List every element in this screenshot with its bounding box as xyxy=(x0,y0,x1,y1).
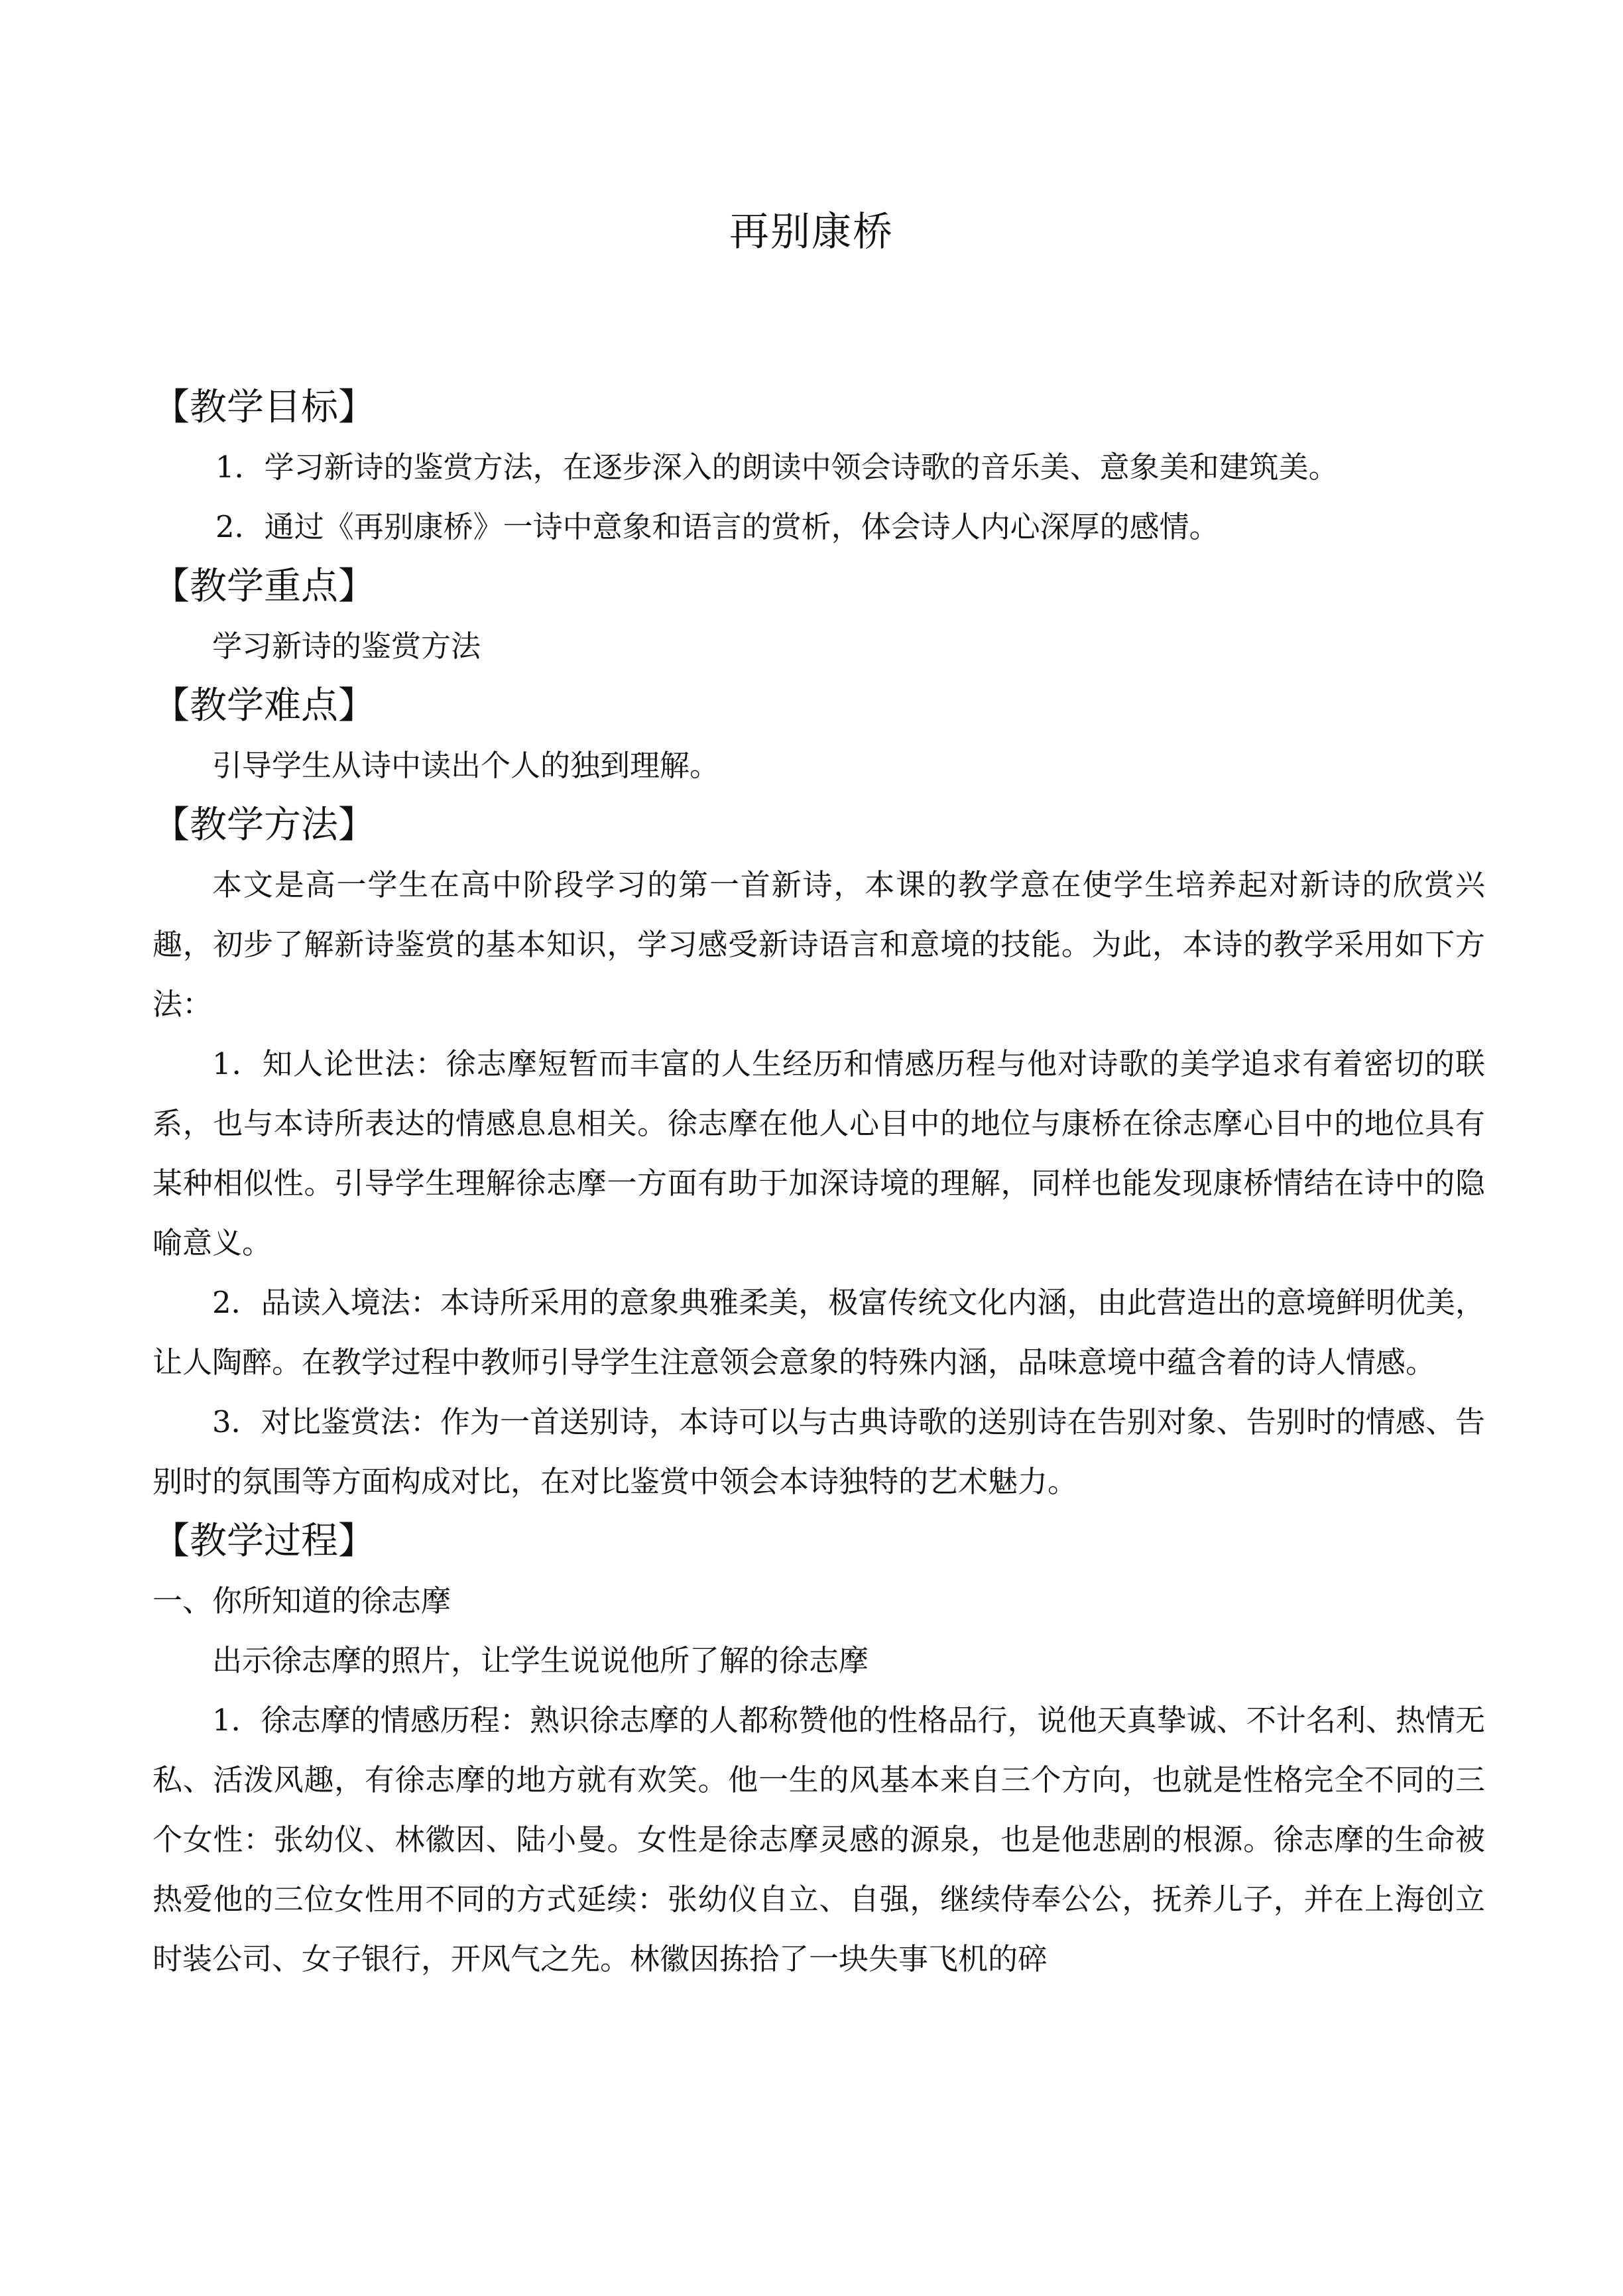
key-points-text: 学习新诗的鉴赏方法 xyxy=(212,629,481,664)
method-item: 2．品读入境法：本诗所采用的意象典雅柔美，极富传统文化内涵，由此营造出的意境鲜明优美，让人陶醉。在教学过程中教师引导学生注意领会意象的特殊内涵，品味意境中蕴含着的诗人情感。 xyxy=(152,1285,1485,1380)
process-prompt: 出示徐志摩的照片，让学生说说他所了解的徐志摩 xyxy=(212,1643,869,1678)
section-heading-methods: 【教学方法】 xyxy=(152,804,375,847)
method-item: 1．知人论世法：徐志摩短暂而丰富的人生经历和情感历程与他对诗歌的美学追求有着密切的联系，也与本诗所表达的情感息息相关。徐志摩在他人心目中的地位与康桥在徐志摩心目中的地位具有某种相似性。引导学生理解徐志摩一方面有助于加深诗境的理解，同样也能发现康桥情结在诗中的隐喻意义。 xyxy=(152,1046,1485,1260)
section-heading-key-points: 【教学重点】 xyxy=(152,565,375,608)
difficulties-text: 引导学生从诗中读出个人的独到理解。 xyxy=(212,748,720,783)
section-heading-process: 【教学过程】 xyxy=(152,1520,375,1563)
objective-item: 2．通过《再别康桥》一诗中意象和语言的赏析，体会诗人内心深厚的感情。 xyxy=(215,509,1219,544)
methods-intro: 本文是高一学生在高中阶段学习的第一首新诗，本课的教学意在使学生培养起对新诗的欣赏兴趣，初步了解新诗鉴赏的基本知识，学习感受新诗语言和意境的技能。为此，本诗的教学采用如下方法： xyxy=(152,867,1485,1022)
section-heading-difficulties: 【教学难点】 xyxy=(152,684,375,727)
objective-item: 1．学习新诗的鉴赏方法，在逐步深入的朗读中领会诗歌的音乐美、意象美和建筑美。 xyxy=(215,450,1339,485)
method-item: 3．对比鉴赏法：作为一首送别诗，本诗可以与古典诗歌的送别诗在告别对象、告别时的情感、告别时的氛围等方面构成对比，在对比鉴赏中领会本诗独特的艺术魅力。 xyxy=(152,1404,1485,1499)
section-heading-objectives: 【教学目标】 xyxy=(152,386,375,429)
document-title: 再别康桥 xyxy=(729,209,894,255)
process-subheading: 一、你所知道的徐志摩 xyxy=(152,1583,451,1618)
document-body xyxy=(152,378,1485,1989)
process-item: 1．徐志摩的情感历程：熟识徐志摩的人都称赞他的性格品行，说他天真挚诚、不计名利、热情无私、活泼风趣，有徐志摩的地方就有欢笑。他一生的风基本来自三个方向，也就是性格完全不同的三个女性：张幼仪、林徽因、陆小曼。女性是徐志摩灵感的源泉，也是他悲剧的根源。徐志摩的生命被热爱他的三位女性用不同的方式延续：张幼仪自立、自强，继续侍奉公公，抚养儿子，并在上海创立时装公司、女子银行，开风气之先。林徽因拣拾了一块失事飞机的碎 xyxy=(152,1703,1485,1976)
